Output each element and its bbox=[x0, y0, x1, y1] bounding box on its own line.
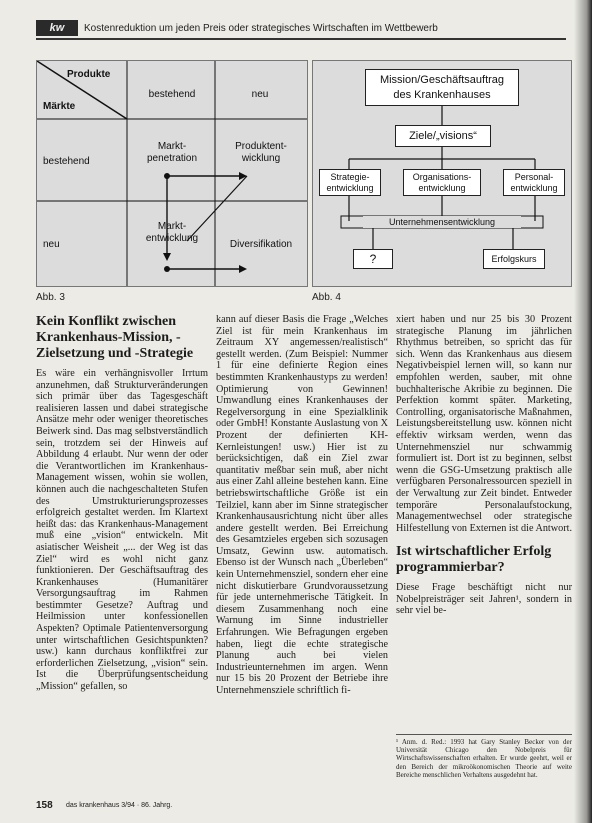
journal-logo: kw bbox=[36, 20, 78, 36]
column-1-text: Es wäre ein verhängnisvoller Irrtum anzunehmen, daß Strukturveränderungen sich primär über das Tagesgeschäft realisieren lassen und dabei strategische Ansätze mehr oder weniger theoretisches Beiwerk sind. Das mag selbstverständlich sein, trotzdem sei der Hinweis auf Abbildung 4 erlaubt. Nur wenn der oder die Verantwortlichen im Krankenhaus-Management wissen, wohin sie wollen, können auch die nachgeschalteten Stufen des Umstrukturierungsprozesses erfolgreich gestaltet werden. Im Klartext heißt das: das Krankenhaus-Management muß eine „vision“ entwickeln. Mit asiatischer Weisheit „... der Weg ist das Ziel“ wird es wohl nicht ganz funktionieren. Der Geschäftsauftrag des Krankenhauses (Humanitärer Versorgungsauftrag im Rahmen bestimmter Gesetze? Auftrag und Heilmission unter konfessionellen Aspekten? Optimale Patientenversorgung unter wirtschaftlichen Gesichtspunkten? usw.) kann durchaus konfliktfrei zur erforderlichen Zielsetzung, „vision“ sein. Ist die Überprüfungsentscheidung „Mission“ gefallen, so bbox=[36, 368, 208, 693]
matrix-col-new: neu bbox=[251, 89, 269, 100]
box-personnel-development: Personal- entwicklung bbox=[503, 169, 565, 196]
matrix-header-products: Produkte bbox=[67, 69, 111, 80]
box-mission: Mission/Geschäftsauftrag des Krankenhauses bbox=[365, 69, 519, 106]
cell-market-development: Markt- entwicklung bbox=[145, 221, 199, 244]
article-column-1 bbox=[36, 314, 208, 693]
binding-shadow bbox=[574, 0, 592, 823]
cell-market-penetration: Markt- penetration bbox=[146, 141, 198, 164]
column-3-text: xiert haben und nur 25 bis 30 Prozent strategische Planung im jährlichen Rhythmus betreiben, so spricht das für sich. Wenn das Krankenhaus aus diesem Negativbeispiel lernen will, so kann nur empfohlen werden, sauber, mit ohne buchhalterische Akribie zu beginnen. Die Perfektion kommt später. Marketing, Controlling, organisatorische Maßnahmen, Leistungsbereitstellung usw. können nicht effektiv wirksam werden, wenn das Unternehmensziel nur schwammig formuliert ist. Dort ist zu beginnen, selbst wenn die GSG-Umsetzung praktisch alle verfügbaren Personalressourcen speziell in der Verwaltung zur Zeit bindet. Entweder temporäre Personalaufstockung, Managementwechsel oder strategische Hilfestellung von Externen ist die Antwort. bbox=[396, 314, 572, 534]
article-column-3 bbox=[396, 314, 572, 617]
column-3-text-2: Diese Frage beschäftigt nicht nur Nobelpreisträger seit Jahren¹, sondern in sehr viel be- bbox=[396, 582, 572, 617]
article-heading-2: Ist wirtschaftlicher Erfolg programmierbar? bbox=[396, 544, 552, 576]
column-2-text: kann auf dieser Basis die Frage „Welches Ziel ist für mein Krankenhaus im Zeitraum XY angemessen/realistisch“ gestellt werden. (Zum Beispiel: Nummer 1 für eine definierte Region eines bestimmten Krankenhaustyps zu werden! Optimierung von Gewinnen! Umwandlung eines Krankenhauses der Regelversorgung in eine Spezialklinik oder GmbH! Konstante Auslastung von X Prozent der definierten KH-Kernleistungen! usw.) Hier ist zu berücksichtigen, daß ein Ziel zwar quantitativ meßbar sein muß, aber nicht aus einer Zahl alleine bestehen kann. Eine betriebswirtschaftliche Größe ist ein Teilziel, kann aber im Sinne strategischer Krankenhausausrichtung nicht über alles andere gestellt werden. Bei Erreichung des Gesamtzieles ergeben sich sozusagen Umsatz, Gewinn usw. automatisch. Ebenso ist der Wunsch nach „Überleben“ kein Unternehmensziel, sondern eher eine nicht diskutierbare Grundvoraussetzung für jede unternehmerische Tätigkeit. In diesem Zusammenhang noch eine Warnung im Sinne industrieller Erfahrungen. Wie Befragungen ergeben haben, liegt die echte strategische Planung auch bei vielen Industrieunternehmen im argen. Wenn nur 15 bis 20 Prozent der Betriebe ihre Unternehmensziele schriftlich fi- bbox=[216, 314, 388, 696]
box-unknown: ? bbox=[353, 249, 393, 269]
figure-3-caption: Abb. 3 bbox=[36, 292, 65, 303]
box-success-course: Erfolgskurs bbox=[483, 249, 545, 269]
box-organisation-development: Organisations- entwicklung bbox=[403, 169, 481, 196]
footnote: ¹ Anm. d. Red.: 1993 hat Gary Stanley Becker von der Universität Chicago den Nobelpreis für Wirtschaftswissenschaften erhalten. Er wurde geehrt, weil er den Bereich der mikroökonomischen Theorie auf weite Bereiche menschlichen Verhaltens ausgedehnt hat. bbox=[396, 734, 572, 779]
box-strategy-development: Strategie- entwicklung bbox=[319, 169, 381, 196]
running-header-title: Kostenreduktion um jeden Preis oder strategisches Wirtschaften im Wettbewerb bbox=[84, 22, 438, 34]
matrix-row-new: neu bbox=[43, 239, 60, 250]
page-number: 158 bbox=[36, 800, 53, 811]
journal-reference: das krankenhaus 3/94 · 86. Jahrg. bbox=[66, 802, 173, 809]
running-header bbox=[36, 18, 566, 40]
cell-product-development: Produktent- wicklung bbox=[235, 141, 287, 164]
article-heading-1: Kein Konflikt zwischen Krankenhaus-Mission, -Zielsetzung und -Strategie bbox=[36, 314, 194, 361]
figure-4-caption: Abb. 4 bbox=[312, 292, 341, 303]
matrix-col-existing: bestehend bbox=[148, 89, 196, 100]
label-company-development: Unternehmensentwicklung bbox=[363, 216, 521, 228]
matrix-row-existing: bestehend bbox=[43, 156, 90, 167]
figure-4-mission-diagram bbox=[312, 60, 572, 287]
article-column-2 bbox=[216, 314, 388, 697]
box-goals-visions: Ziele/„visions“ bbox=[395, 125, 491, 147]
cell-diversification: Diversifikation bbox=[229, 239, 293, 250]
matrix-header-markets: Märkte bbox=[43, 101, 76, 112]
figure-3-product-market-matrix bbox=[36, 60, 308, 287]
